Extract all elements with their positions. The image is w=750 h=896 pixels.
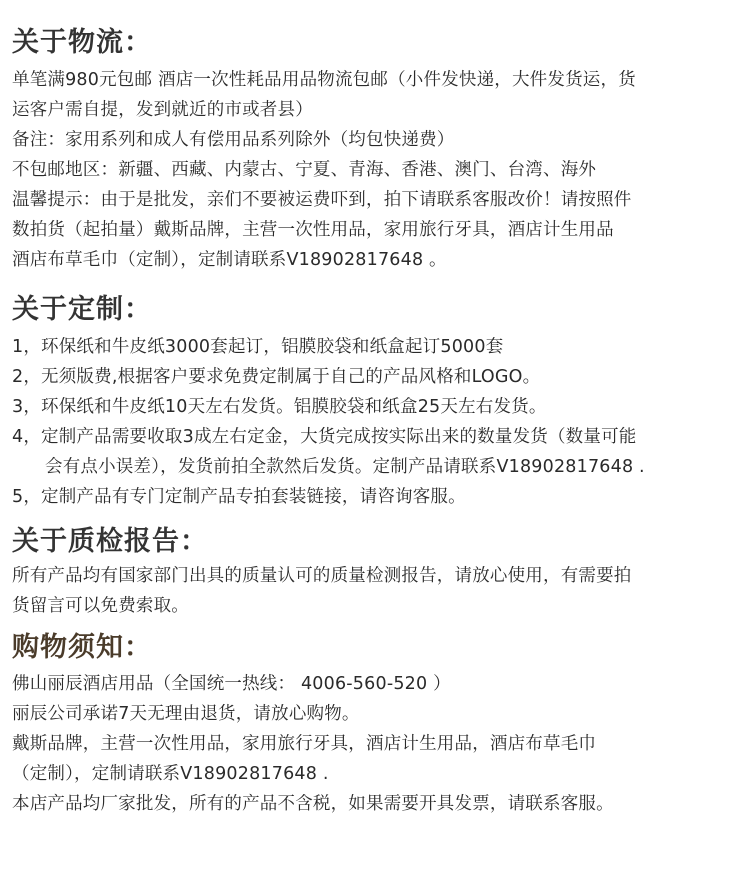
customization-item: 5，定制产品有专门定制产品专拍套装链接，请咨询客服。	[12, 487, 466, 507]
shipping-line: 不包邮地区：新疆、西藏、内蒙古、宁夏、青海、香港、澳门、台湾、海外	[12, 160, 597, 180]
shipping-line: 数拍货（起拍量）戴斯品牌，主营一次性用品，家用旅行牙具，酒店计生用品	[12, 220, 614, 240]
customization-section-body	[12, 332, 734, 512]
purchase-line: 丽辰公司承诺7天无理由退货，请放心购物。	[12, 704, 360, 724]
shipping-line: 单笔满980元包邮 酒店一次性耗品用品物流包邮（小件发快递，大件发货运，货	[12, 70, 636, 90]
customization-item: 3，环保纸和牛皮纸10天左右发货。铝膜胶袋和纸盒25天左右发货。	[12, 397, 547, 417]
shipping-section-title: 关于物流：	[12, 27, 152, 58]
customization-item: 2，无须版费,根据客户要求免费定制属于自己的产品风格和LOGO。	[12, 367, 541, 387]
shipping-line: 酒店布草毛巾（定制），定制请联系V18902817648 。	[12, 250, 447, 270]
customization-item-continuation: 会有点小误差），发货前拍全款然后发货。定制产品请联系V18902817648 .	[45, 457, 645, 477]
quality-line: 所有产品均有国家部门出具的质量认可的质量检测报告，请放心使用，有需要拍	[12, 566, 632, 586]
shipping-line: 运客户需自提，发到就近的市或者县）	[12, 100, 313, 120]
purchase-line: （定制），定制请联系V18902817648 .	[12, 764, 329, 784]
purchase-line: 本店产品均厂家批发，所有的产品不含税，如果需要开具发票，请联系客服。	[12, 794, 614, 814]
customization-section-title: 关于定制：	[12, 294, 152, 325]
quality-section-body	[12, 561, 734, 621]
quality-line: 货留言可以免费索取。	[12, 596, 189, 616]
purchase-section-body	[12, 669, 734, 819]
customization-item: 4，定制产品需要收取3成左右定金，大货完成按实际出来的数量发货（数量可能	[12, 427, 637, 447]
quality-section-title: 关于质检报告：	[12, 526, 208, 557]
shipping-line: 温馨提示：由于是批发，亲们不要被运费吓到，拍下请联系客服改价！请按照件	[12, 190, 632, 210]
purchase-line: 戴斯品牌，主营一次性用品，家用旅行牙具，酒店计生用品，酒店布草毛巾	[12, 734, 597, 754]
shipping-section-body	[12, 65, 734, 275]
purchase-section-title: 购物须知：	[12, 632, 152, 663]
customization-item: 1，环保纸和牛皮纸3000套起订，铝膜胶袋和纸盒起订5000套	[12, 337, 504, 357]
purchase-line: 佛山丽辰酒店用品（全国统一热线： 4006-560-520 ）	[12, 674, 451, 694]
shipping-line: 备注：家用系列和成人有偿用品系列除外（均包快递费）	[12, 130, 455, 150]
